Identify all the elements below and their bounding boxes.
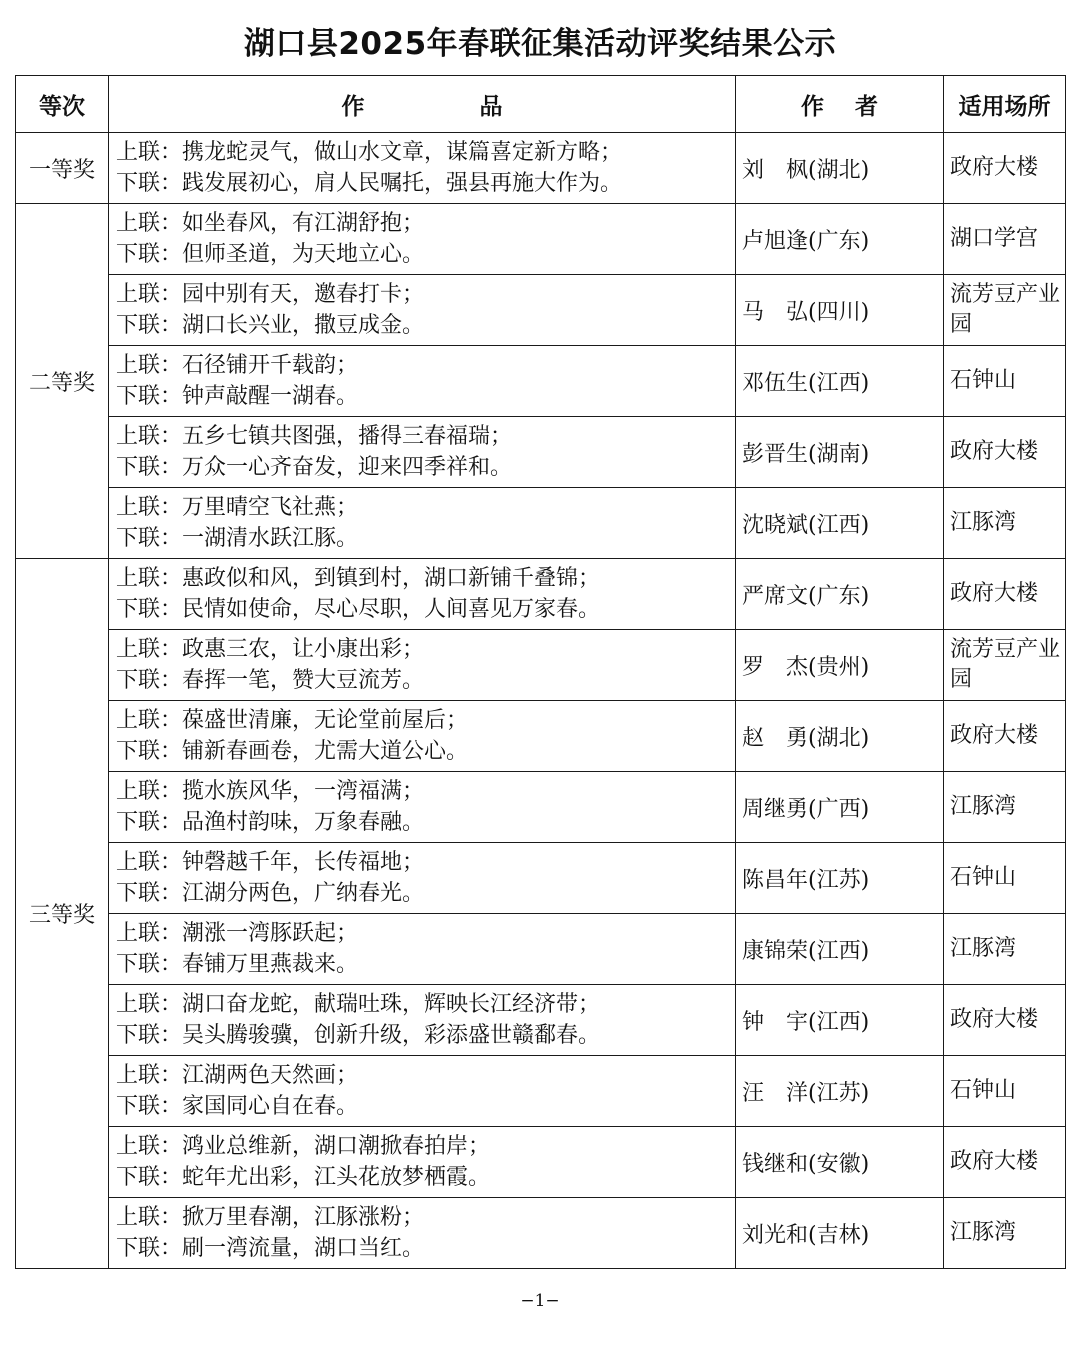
upper-couplet: 上联：钟磬越千年，长传福地； bbox=[116, 850, 425, 875]
upper-couplet: 上联：政惠三农，让小康出彩； bbox=[116, 637, 425, 662]
award-rank-cell: 一等奖 bbox=[16, 133, 109, 204]
header-rank: 等次 bbox=[16, 76, 109, 133]
award-rank-cell: 二等奖 bbox=[16, 204, 109, 559]
upper-couplet: 上联：掀万里春潮，江豚涨粉； bbox=[116, 1205, 425, 1230]
upper-couplet: 上联：携龙蛇灵气，做山水文章，谋篇喜定新方略； bbox=[116, 140, 623, 165]
couplet-cell bbox=[109, 772, 736, 843]
table-row bbox=[16, 204, 1066, 275]
lower-couplet: 下联：春挥一笔，赞大豆流芳。 bbox=[116, 668, 425, 693]
upper-couplet: 上联：石径铺开千载韵； bbox=[116, 353, 359, 378]
upper-couplet: 上联：园中别有天，邀春打卡； bbox=[116, 282, 425, 307]
couplet-cell bbox=[109, 1198, 736, 1269]
lower-couplet: 下联：春铺万里燕裁来。 bbox=[116, 952, 359, 977]
table-row bbox=[16, 630, 1066, 701]
header-venue: 适用场所 bbox=[944, 76, 1066, 133]
author-cell: 卢旭逢(广东) bbox=[736, 204, 944, 275]
author-cell: 刘光和(吉林) bbox=[736, 1198, 944, 1269]
author-cell: 钱继和(安徽) bbox=[736, 1127, 944, 1198]
upper-couplet: 上联：惠政似和风，到镇到村，湖口新铺千叠锦； bbox=[116, 566, 601, 591]
author-cell: 邓伍生(江西) bbox=[736, 346, 944, 417]
award-rank-cell: 三等奖 bbox=[16, 559, 109, 1269]
couplet-cell bbox=[109, 275, 736, 346]
author-cell: 彭晋生(湖南) bbox=[736, 417, 944, 488]
couplet-cell bbox=[109, 701, 736, 772]
upper-couplet: 上联：葆盛世清廉，无论堂前屋后； bbox=[116, 708, 469, 733]
couplet-cell bbox=[109, 346, 736, 417]
upper-couplet: 上联：湖口奋龙蛇，献瑞吐珠，辉映长江经济带； bbox=[116, 992, 601, 1017]
table-row bbox=[16, 275, 1066, 346]
couplet-cell bbox=[109, 985, 736, 1056]
lower-couplet: 下联：践发展初心，肩人民嘱托，强县再施大作为。 bbox=[116, 171, 623, 196]
couplet-cell bbox=[109, 488, 736, 559]
header-author: 作 者 bbox=[736, 76, 944, 133]
upper-couplet: 上联：鸿业总维新，湖口潮掀春拍岸； bbox=[116, 1134, 491, 1159]
upper-couplet: 上联：江湖两色天然画； bbox=[116, 1063, 359, 1088]
author-cell: 刘 枫(湖北) bbox=[736, 133, 944, 204]
page-number: −1− bbox=[520, 1291, 560, 1311]
lower-couplet: 下联：钟声敲醒一湖春。 bbox=[116, 384, 359, 409]
lower-couplet: 下联：江湖分两色，广纳春光。 bbox=[116, 881, 425, 906]
table-row bbox=[16, 1056, 1066, 1127]
lower-couplet: 下联：家国同心自在春。 bbox=[116, 1094, 359, 1119]
lower-couplet: 下联：铺新春画卷，尤需大道公心。 bbox=[116, 739, 469, 764]
table-row bbox=[16, 133, 1066, 204]
venue-cell: 流芳豆产业园 bbox=[944, 630, 1066, 701]
venue-cell: 江豚湾 bbox=[944, 1198, 1066, 1269]
venue-cell: 流芳豆产业园 bbox=[944, 275, 1066, 346]
couplet-cell bbox=[109, 133, 736, 204]
lower-couplet: 下联：吴头腾骏骥，创新升级，彩添盛世赣鄱春。 bbox=[116, 1023, 601, 1048]
table-row bbox=[16, 1127, 1066, 1198]
lower-couplet: 下联：万众一心齐奋发，迎来四季祥和。 bbox=[116, 455, 513, 480]
upper-couplet: 上联：如坐春风，有江湖舒抱； bbox=[116, 211, 425, 236]
venue-cell: 石钟山 bbox=[944, 1056, 1066, 1127]
couplet-cell bbox=[109, 843, 736, 914]
table-row bbox=[16, 772, 1066, 843]
author-cell: 陈昌年(江苏) bbox=[736, 843, 944, 914]
venue-cell: 江豚湾 bbox=[944, 488, 1066, 559]
author-cell: 严席文(广东) bbox=[736, 559, 944, 630]
venue-cell: 石钟山 bbox=[944, 843, 1066, 914]
table-row bbox=[16, 701, 1066, 772]
venue-cell: 政府大楼 bbox=[944, 985, 1066, 1056]
couplet-cell bbox=[109, 417, 736, 488]
lower-couplet: 下联：湖口长兴业，撒豆成金。 bbox=[116, 313, 425, 338]
header-work: 作 品 bbox=[109, 76, 736, 133]
table-row bbox=[16, 985, 1066, 1056]
lower-couplet: 下联：民情如使命，尽心尽职，人间喜见万家春。 bbox=[116, 597, 601, 622]
table-row bbox=[16, 488, 1066, 559]
couplet-cell bbox=[109, 1056, 736, 1127]
venue-cell: 石钟山 bbox=[944, 346, 1066, 417]
venue-cell: 政府大楼 bbox=[944, 133, 1066, 204]
author-cell: 赵 勇(湖北) bbox=[736, 701, 944, 772]
table-row bbox=[16, 417, 1066, 488]
couplet-cell bbox=[109, 559, 736, 630]
author-cell: 康锦荣(江西) bbox=[736, 914, 944, 985]
table-row bbox=[16, 1198, 1066, 1269]
author-cell: 罗 杰(贵州) bbox=[736, 630, 944, 701]
author-cell: 钟 宇(江西) bbox=[736, 985, 944, 1056]
lower-couplet: 下联：但师圣道，为天地立心。 bbox=[116, 242, 425, 267]
table-row bbox=[16, 559, 1066, 630]
venue-cell: 政府大楼 bbox=[944, 1127, 1066, 1198]
venue-cell: 湖口学宫 bbox=[944, 204, 1066, 275]
author-cell: 周继勇(广西) bbox=[736, 772, 944, 843]
table-header-row bbox=[16, 76, 1066, 133]
page-title: 湖口县2025年春联征集活动评奖结果公示 bbox=[243, 26, 837, 62]
upper-couplet: 上联：五乡七镇共图强，播得三春福瑞； bbox=[116, 424, 513, 449]
table-row bbox=[16, 914, 1066, 985]
lower-couplet: 下联：蛇年尤出彩，江头花放梦栖霞。 bbox=[116, 1165, 491, 1190]
venue-cell: 江豚湾 bbox=[944, 914, 1066, 985]
couplet-cell bbox=[109, 630, 736, 701]
couplet-cell bbox=[109, 1127, 736, 1198]
lower-couplet: 下联：品渔村韵味，万象春融。 bbox=[116, 810, 425, 835]
author-cell: 沈晓斌(江西) bbox=[736, 488, 944, 559]
table-row bbox=[16, 346, 1066, 417]
venue-cell: 政府大楼 bbox=[944, 417, 1066, 488]
lower-couplet: 下联：刷一湾流量，湖口当红。 bbox=[116, 1236, 425, 1261]
table-body bbox=[16, 133, 1066, 1269]
upper-couplet: 上联：万里晴空飞社燕； bbox=[116, 495, 359, 520]
couplet-cell bbox=[109, 204, 736, 275]
upper-couplet: 上联：揽水族风华，一湾福满； bbox=[116, 779, 425, 804]
awards-table bbox=[15, 75, 1066, 1269]
venue-cell: 江豚湾 bbox=[944, 772, 1066, 843]
author-cell: 汪 洋(江苏) bbox=[736, 1056, 944, 1127]
venue-cell: 政府大楼 bbox=[944, 701, 1066, 772]
author-cell: 马 弘(四川) bbox=[736, 275, 944, 346]
venue-cell: 政府大楼 bbox=[944, 559, 1066, 630]
lower-couplet: 下联：一湖清水跃江豚。 bbox=[116, 526, 359, 551]
couplet-cell bbox=[109, 914, 736, 985]
upper-couplet: 上联：潮涨一湾豚跃起； bbox=[116, 921, 359, 946]
table-row bbox=[16, 843, 1066, 914]
